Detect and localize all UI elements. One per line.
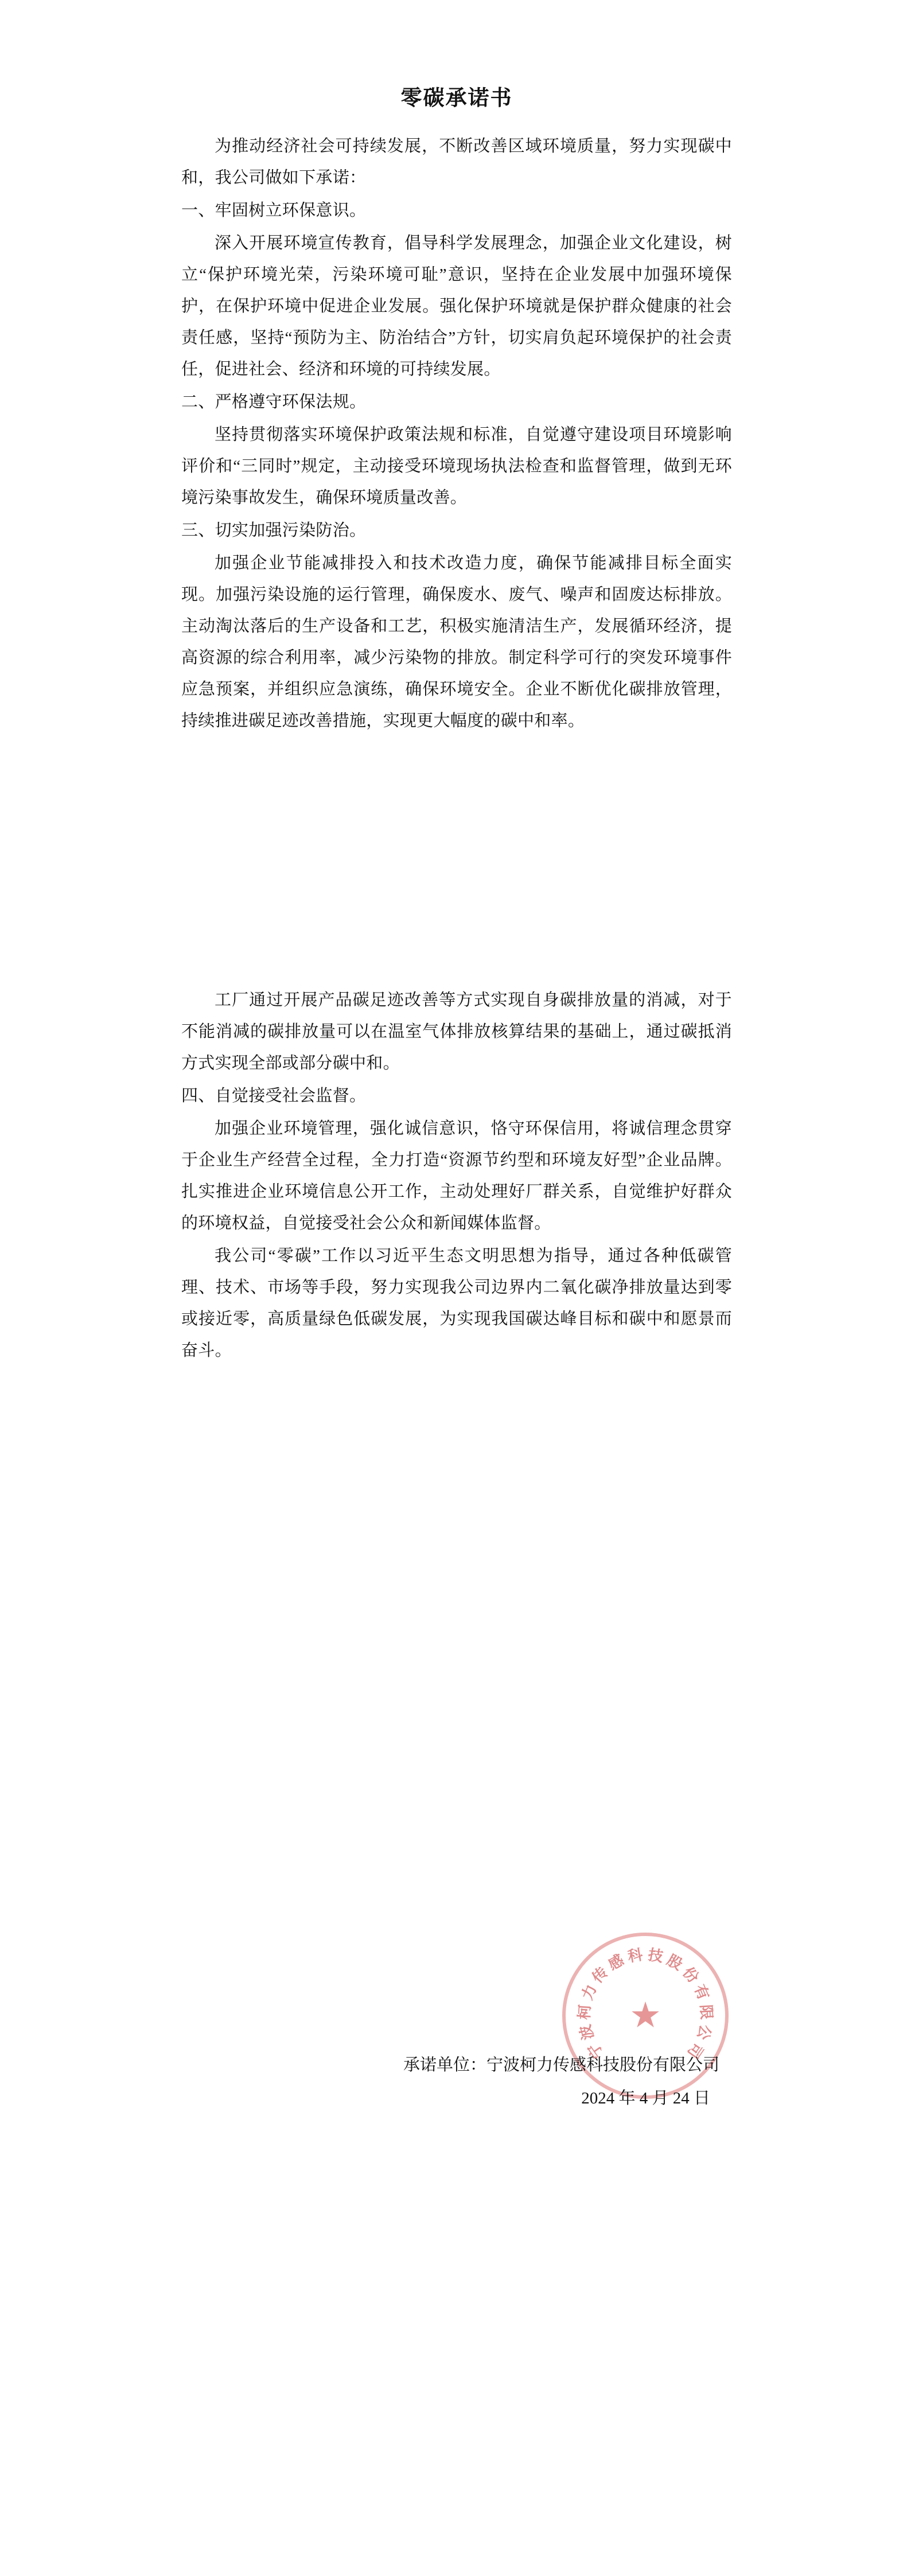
seal-char: 公 [694, 2023, 714, 2042]
seal-char: 限 [697, 2004, 715, 2020]
signature-company: 承诺单位：宁波柯力传感科技股份有限公司 [403, 2056, 719, 2074]
seal-char: 感 [605, 1951, 627, 1974]
section-body-2: 坚持贯彻落实环境保护政策法规和标准，自觉遵守建设项目环境影响评价和“三同时”规定，主动接受环境现场执法检查和监督管理，做到无环境污染事故发生，确保环境质量改善。 [181, 426, 732, 507]
seal-char: 柯 [575, 2004, 594, 2020]
section-body-1: 深入开展环境宣传教育，倡导科学发展理念，加强企业文化建设，树立“保护环境光荣，污染环境可耻”意识，坚持在企业发展中加强环境保护，在保护环境中促进企业发展。强化保护环境就是保护群众健康的社会责任感，坚持“预防为主、防治结合”方针，切实肩负起环境保护的社会责任，促进社会、经济和环境的可持续发展。 [181, 234, 732, 378]
section-body-4: 加强企业环境管理，强化诚信意识，恪守环保信用，将诚信理念贯穿于企业生产经营全过程，全力打造“资源节约型和环境友好型”企业品牌。扎实推进企业环境信息公开工作，主动处理好厂群关系，自觉维护好群众的环境权益，自觉接受社会公众和新闻媒体监督。 [181, 1119, 732, 1232]
page-title: 零碳承诺书 [400, 87, 513, 110]
page-break-gap [181, 738, 732, 985]
seal-star-icon: ★ [629, 1996, 661, 2035]
section-heading-2: 二、严格遵守环保法规。 [181, 393, 367, 411]
seal-char: 科 [626, 1946, 644, 1965]
section-heading-3: 三、切实加强污染防治。 [181, 521, 367, 540]
seal-char: 宁 [584, 2039, 607, 2062]
seal-char: 份 [679, 1964, 702, 1986]
section-body-3: 加强企业节能减排投入和技术改造力度，确保节能减排目标全面实现。加强污染设施的运行管理，确保废水、废气、噪声和固废达标排放。主动淘汰落后的生产设备和工艺，积极实施清洁生产，发展循环经济，提高资源的综合利用率，减少污染物的排放。制定科学可行的突发环境事件应急预案，并组织应急演练，确保环境安全。企业不断优化碳排放管理，持续推进碳足迹改善措施，实现更大幅度的碳中和率。 [181, 554, 732, 730]
seal-char: 传 [589, 1964, 612, 1986]
seal-char: 力 [578, 1982, 600, 2003]
seal-char: 波 [577, 2023, 597, 2042]
seal-char: 股 [664, 1951, 686, 1974]
section-body-3-continued: 工厂通过开展产品碳足迹改善等方式实现自身碳排放量的消减，对于不能消减的碳排放量可以在温室气体排放核算结果的基础上，通过碳抵消方式实现全部或部分碳中和。 [181, 991, 732, 1072]
paragraph-intro: 为推动经济社会可持续发展，不断改善区域环境质量，努力实现碳中和，我公司做如下承诺： [181, 137, 732, 187]
document-body [181, 80, 732, 1368]
section-heading-4: 四、自觉接受社会监督。 [181, 1087, 367, 1105]
seal-char: 有 [691, 1982, 713, 2003]
seal-char: 司 [684, 2039, 707, 2062]
closing-paragraph: 我公司“零碳”工作以习近平生态文明思想为指导，通过各种低碳管理、技术、市场等手段，努力实现我公司边界内二氧化碳净排放量达到零或接近零，高质量绿色低碳发展，为实现我国碳达峰目标和碳中和愿景而奋斗。 [181, 1247, 732, 1360]
section-heading-1: 一、牢固树立环保意识。 [181, 201, 367, 220]
signature-date: 2024 年 4 月 24 日 [581, 2089, 710, 2107]
signature-block [181, 2048, 732, 2115]
seal-char: 技 [647, 1946, 664, 1965]
